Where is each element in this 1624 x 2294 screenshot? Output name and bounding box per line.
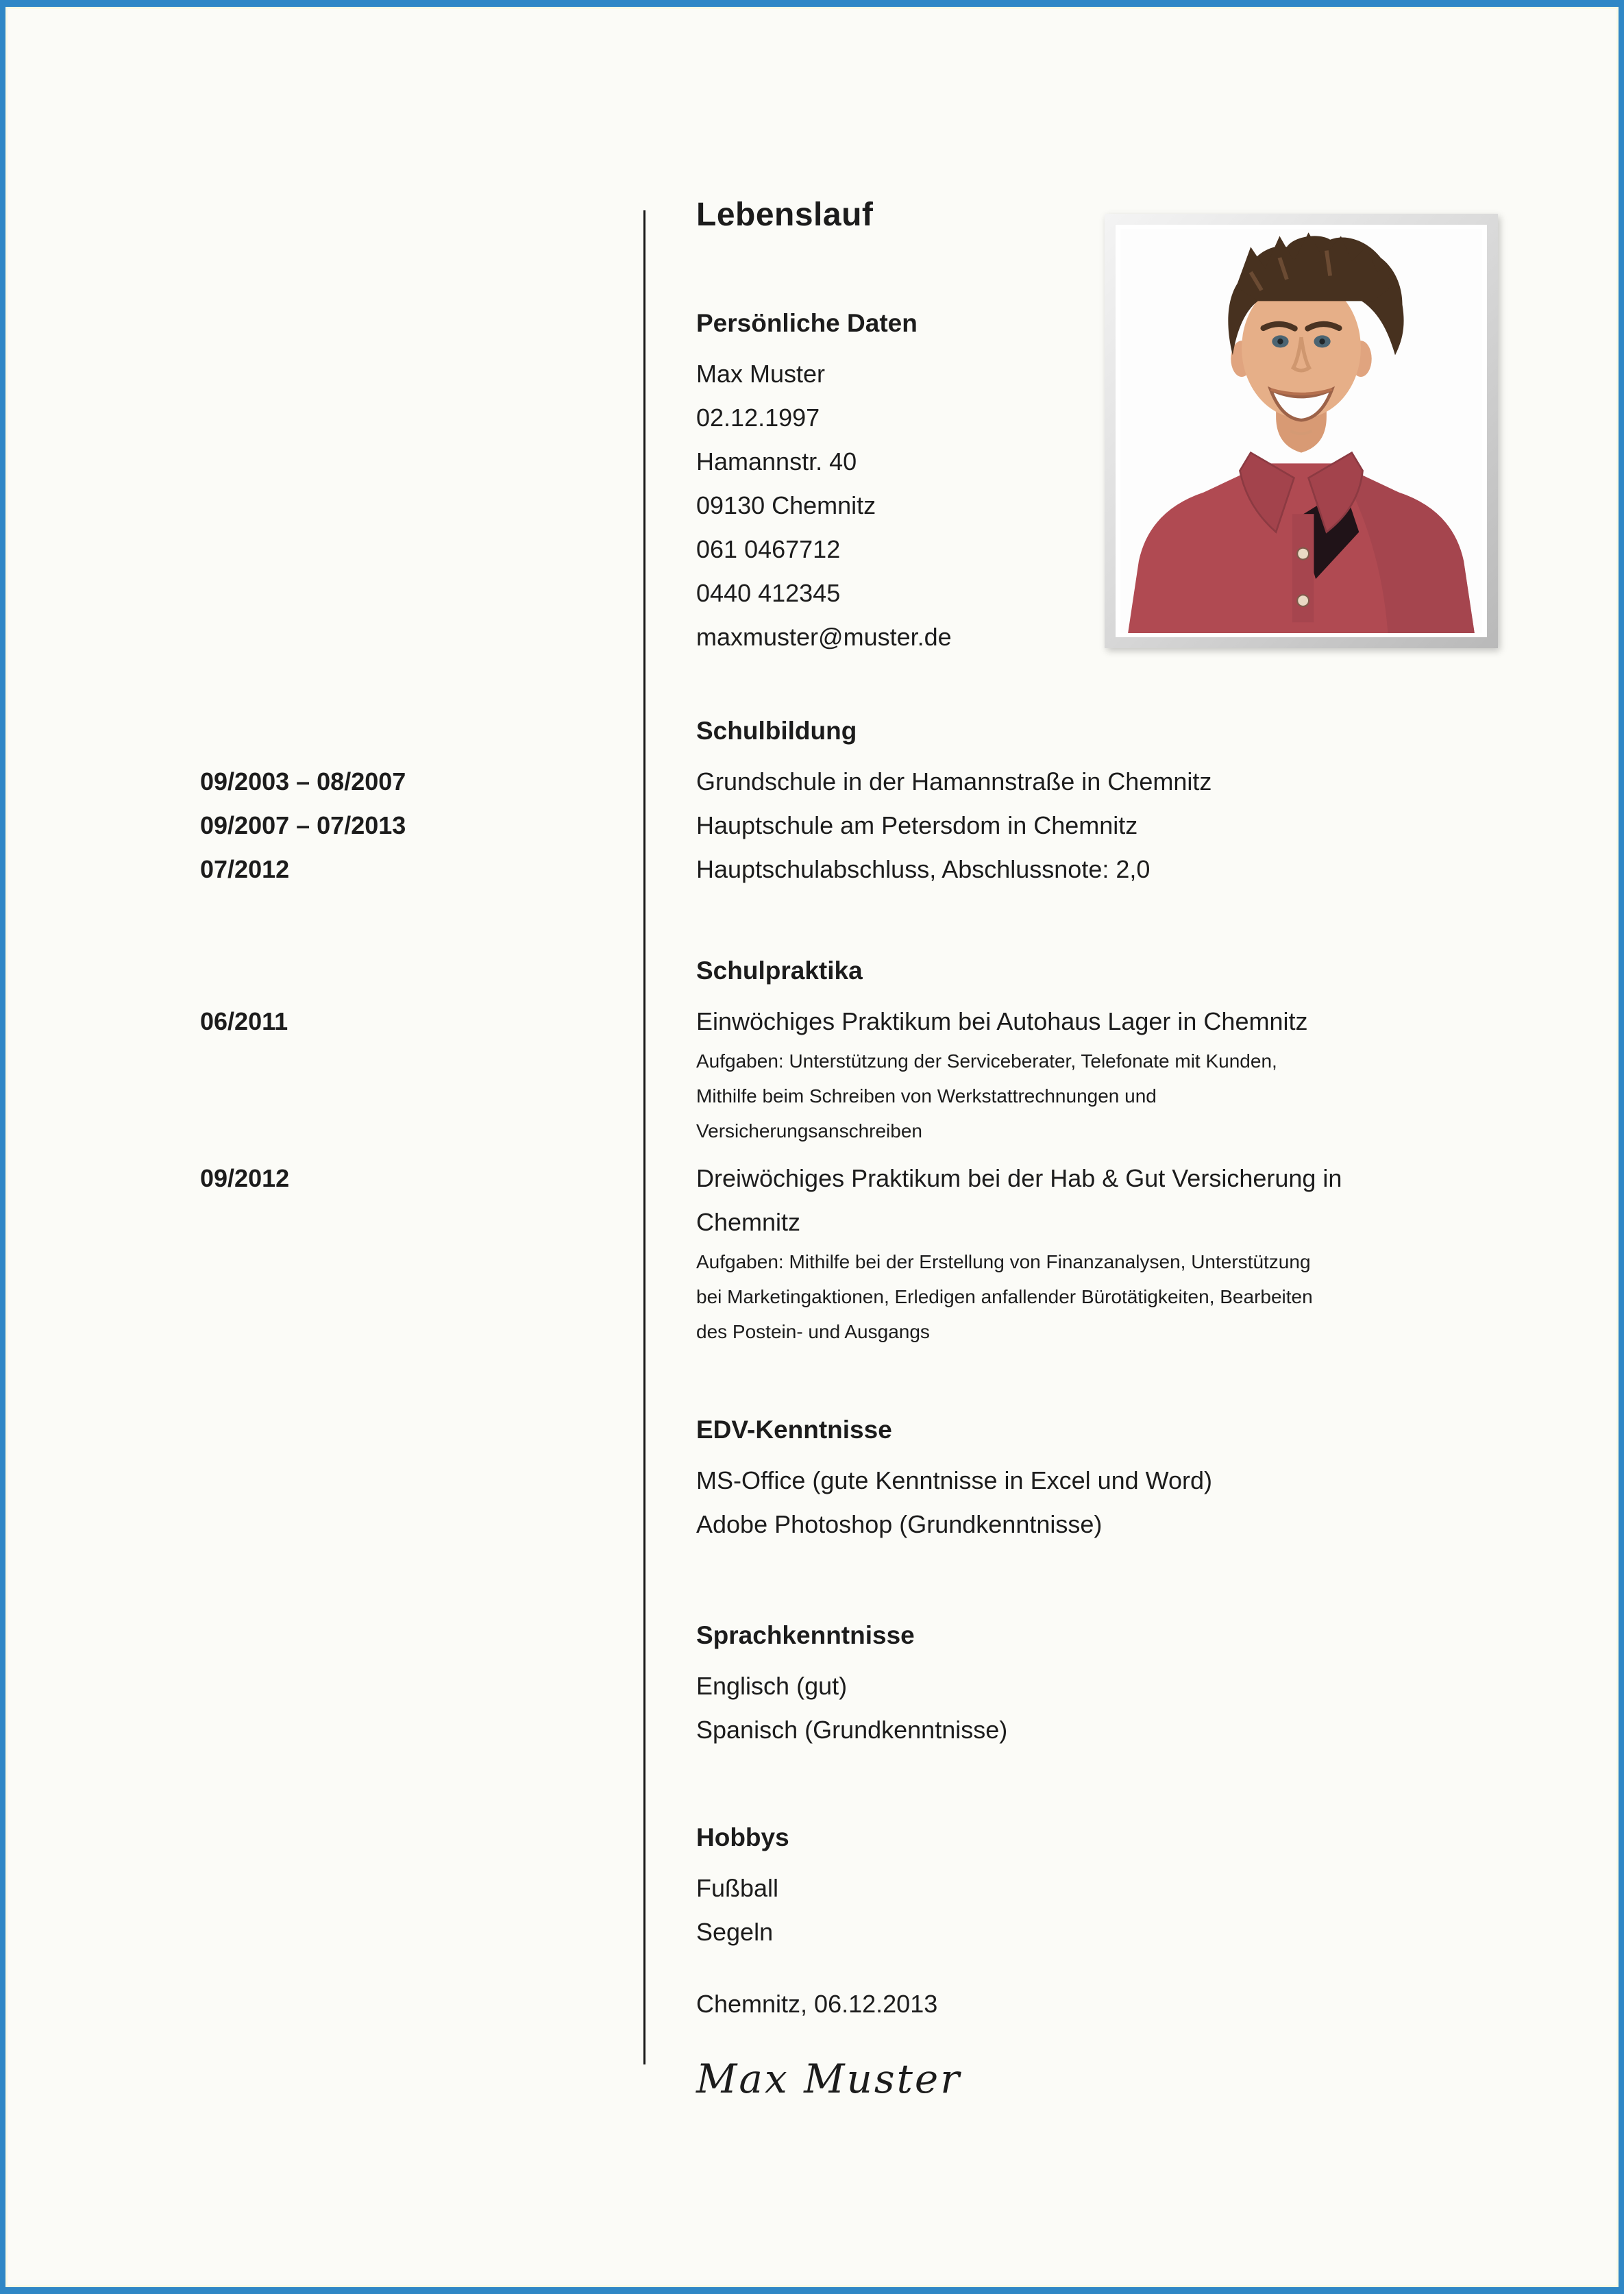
entry-content [696,1866,1624,1954]
section-personal [0,301,1624,659]
entry-line: Grundschule in der Hamannstraße in Chemnitz [696,767,1212,796]
section-heading-personal: Persönliche Daten [696,309,918,337]
entry-date: 09/2007 – 07/2013 [200,811,406,839]
entry-line: Hauptschule am Petersdom in Chemnitz [696,811,1138,839]
entry-subline: bei Marketingaktionen, Erledigen anfallender Bürotätigkeiten, Bearbeiten [696,1286,1313,1307]
section-hobbys [0,1816,1624,1954]
place-and-date: Chemnitz, 06.12.2013 [696,1990,938,2018]
entry-subline: Aufgaben: Mithilfe bei der Erstellung von Finanzanalysen, Unterstützung [696,1251,1311,1272]
entry-row [0,1157,1624,1349]
entry-line: 0440 412345 [696,579,841,607]
entry-row [0,352,1624,659]
entry-date: 07/2012 [200,855,290,883]
entry-line: Adobe Photoshop (Grundkenntnisse) [696,1510,1103,1538]
entry-row [0,760,1624,804]
entry-line: Englisch (gut) [696,1672,848,1700]
entry-content [696,804,1624,848]
entry-line: 02.12.1997 [696,404,820,432]
entry-content [696,760,1624,804]
entry-date: 06/2011 [200,1007,288,1035]
entry-subline: Versicherungsanschreiben [696,1120,922,1142]
entry-row [0,1000,1624,1148]
entry-row [0,804,1624,848]
entry-content [696,1000,1624,1148]
entry-subline: Aufgaben: Unterstützung der Serviceberater, Telefonate mit Kunden, [696,1050,1277,1072]
section-heading-hobbys: Hobbys [696,1823,789,1851]
entry-content [696,848,1624,891]
section-schulpraktika [0,949,1624,1349]
page-title: Lebenslauf [696,197,874,233]
entry-line: Chemnitz [696,1208,801,1236]
entry-row [0,1459,1624,1546]
section-heading-schulbildung: Schulbildung [696,717,857,745]
entry-line: Max Muster [696,360,826,388]
entry-content [696,352,1624,659]
entry-content [696,1459,1624,1546]
entry-row [0,1664,1624,1752]
entry-line: Segeln [696,1918,774,1946]
entry-line: Hauptschulabschluss, Abschlussnote: 2,0 [696,855,1151,883]
entry-row [0,848,1624,891]
section-edv [0,1408,1624,1546]
entry-line: maxmuster@muster.de [696,623,952,651]
entry-date: 09/2012 [200,1164,290,1192]
entry-date: 09/2003 – 08/2007 [200,767,406,796]
section-heading-schulpraktika: Schulpraktika [696,957,863,985]
entry-line: Spanisch (Grundkenntnisse) [696,1716,1008,1744]
section-schulbildung [0,709,1624,891]
entry-subline: des Postein- und Ausgangs [696,1321,930,1342]
section-sprachen [0,1614,1624,1752]
entry-line: 061 0467712 [696,535,841,563]
signature: Max Muster [696,2056,961,2102]
entry-row [0,1866,1624,1954]
entry-line: 09130 Chemnitz [696,491,876,519]
entry-content [696,1664,1624,1752]
entry-line: MS-Office (gute Kenntnisse in Excel und Word) [696,1466,1213,1494]
entry-line: Einwöchiges Praktikum bei Autohaus Lager in Chemnitz [696,1007,1308,1035]
section-heading-sprachen: Sprachkenntnisse [696,1621,915,1649]
entry-line: Dreiwöchiges Praktikum bei der Hab & Gut Versicherung in [696,1164,1342,1192]
entry-line: Hamannstr. 40 [696,447,857,476]
entry-subline: Mithilfe beim Schreiben von Werkstattrechnungen und [696,1085,1157,1107]
section-heading-edv: EDV-Kenntnisse [696,1416,892,1444]
entry-line: Fußball [696,1874,779,1902]
entry-content [696,1157,1624,1349]
